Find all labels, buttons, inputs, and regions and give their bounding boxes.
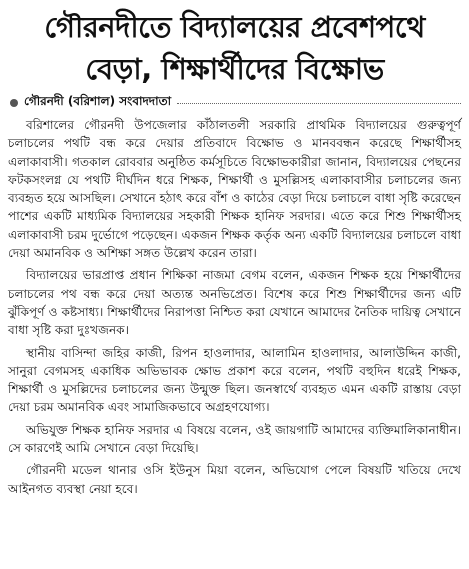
headline-line-1: গৌরনদীতে বিদ্যালয়ের প্রবেশপথে xyxy=(44,10,425,44)
headline-line-2: বেড়া, শিক্ষার্থীদের বিক্ষোভ xyxy=(85,52,384,86)
article-body xyxy=(8,116,461,498)
paragraph: বরিশালের গৌরনদী উপজেলার কাঁঠালতলী সরকারি প্রাথমিক বিদ্যালয়ের গুরুত্বপূর্ণ চলাচলের পথটি বন্ধ করে দেয়ার প্রতিবাদে বিক্ষোভ ও মানববন্ধন করেছে শিক্ষার্থীসহ এলাকাবাসী। গতকাল রোববার অনুষ্ঠিত কর্মসূচিতে বিক্ষোভকারীরা জানান, বিদ্যালয়ের পেছনের ফটকসংলগ্ন যে পথটি দীর্ঘদিন ধরে শিক্ষক, শিক্ষার্থী ও মুসল্লিসহ এলাকাবাসীর চলাচলের জন্য ব্যবহৃত হয়ে আসছিল। সেখানে হঠাৎ করে বাঁশ ও কাঠের বেড়া দিয়ে চলাচলে বাধা সৃষ্টি করেছেন পাশের একটি মাধ্যমিক বিদ্যালয়ের সহকারী শিক্ষক হানিফ সরদার। এতে করে শিশু শিক্ষার্থীসহ এলাকাবাসী চরম দুর্ভোগে পড়েছেন। একজন শিক্ষক কর্তৃক অন্য একটি বিদ্যালয়ের চলাচলে বাধা দেয়া অমানবিক ও অশিক্ষা সঙ্গত উল্লেখ করেন তারা। xyxy=(8,118,461,261)
paragraph: অভিযুক্ত শিক্ষক হানিফ সরদার এ বিষয়ে বলেন, ওই জায়গাটি আমাদের ব্যক্তিমালিকানাধীন। সে কারণেই আমি সেখানে বেড়া দিয়েছি। xyxy=(8,422,461,456)
dotted-rule xyxy=(177,103,461,104)
dateline xyxy=(8,94,461,112)
paragraph: গৌরনদী মডেল থানার ওসি ইউনুস মিয়া বলেন, অভিযোগ পেলে বিষয়টি খতিয়ে দেখে আইনগত ব্যবস্থা নেয়া হবে। xyxy=(8,463,461,496)
paragraph: বিদ্যালয়ের ভারপ্রাপ্ত প্রধান শিক্ষিকা নাজমা বেগম বলেন, একজন শিক্ষক হয়ে শিক্ষার্থীদের চলাচলের পথ বন্ধ করে দেয়া অত্যন্ত অনভিপ্রেত। বিশেষ করে শিশু শিক্ষার্থীদের জন্য এটি ঝুঁকিপূর্ণ ও কষ্টসাধ্য। শিক্ষার্থীদের নিরাপত্তা নিশ্চিত করা যেখানে আমাদের নৈতিক দায়িত্ব সেখানে বাধা সৃষ্টি করা দুঃখজনক। xyxy=(8,268,461,338)
headline xyxy=(8,6,461,90)
dateline-text: গৌরনদী (বরিশাল) সংবাদদাতা xyxy=(24,94,172,108)
bullet-icon xyxy=(10,99,18,107)
paragraph: স্থানীয় বাসিন্দা জহির কাজী, রিপন হাওলাদার, আলামিন হাওলাদার, আলাউদ্দিন কাজী, সানুরা বেগমসহ একাধিক অভিভাবক ক্ষোভ প্রকাশ করে বলেন, পথটি বহুদিন ধরেই শিক্ষক, শিক্ষার্থী ও মুসল্লিদের চলাচলের জন্য উন্মুক্ত ছিল। জনস্বার্থে ব্যবহৃত এমন একটি রাস্তায় বেড়া দেয়া চরম অমানবিক এবং সামাজিকভাবে অগ্রহণযোগ্য। xyxy=(8,345,461,415)
